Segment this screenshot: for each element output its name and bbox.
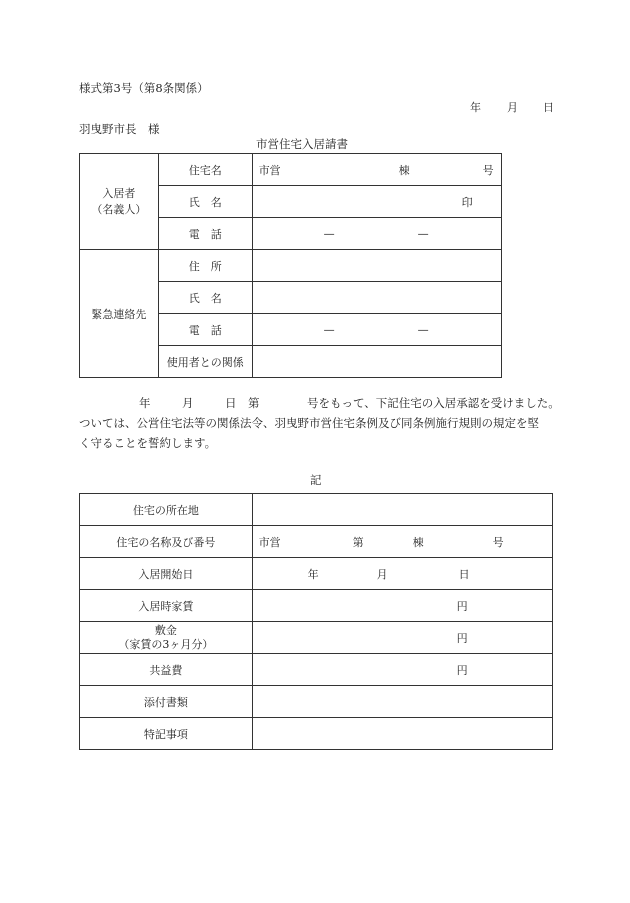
common-fee-field[interactable] [252, 654, 552, 686]
phone-dash: — [417, 227, 429, 240]
phone-dash: — [323, 227, 335, 240]
emergency-name-label: 氏 名 [158, 282, 252, 314]
relation-label: 使用者との関係 [158, 346, 252, 378]
para-line1-rest: 号をもって、下記住宅の入居承認を受けました。 [307, 396, 560, 410]
rent-label: 入居時家賃 [80, 590, 253, 622]
addressee: 羽曳野市長 様 [79, 122, 160, 136]
form-number: 様式第3号（第8条関係） [79, 81, 209, 95]
para-year: 年 [139, 396, 151, 410]
name-number-label: 住宅の名称及び番号 [80, 526, 253, 558]
deposit-unit: 円 [456, 631, 468, 645]
housing-label: 住宅名 [158, 154, 252, 186]
resident-group-label: 入居者 （名義人） [80, 154, 159, 250]
name-building: 棟 [412, 535, 424, 549]
name-number: 号 [492, 535, 504, 549]
details-table [79, 493, 553, 750]
attachments-field[interactable] [252, 686, 552, 718]
name-prefix: 市営 [258, 535, 281, 549]
attachments-label: 添付書類 [80, 686, 253, 718]
emergency-address-field[interactable] [252, 250, 501, 282]
relation-field[interactable] [252, 346, 501, 378]
para-line3: く守ることを誓約します。 [79, 436, 217, 450]
special-notes-label: 特記事項 [80, 718, 253, 750]
emergency-group-label: 緊急連絡先 [80, 250, 159, 378]
deposit-field[interactable] [252, 622, 552, 654]
housing-number: 号 [482, 163, 494, 177]
housing-field[interactable] [252, 154, 501, 186]
date-year: 年 [470, 101, 481, 114]
start-date-field[interactable] [252, 558, 552, 590]
start-day: 日 [458, 567, 470, 581]
resident-name-label: 氏 名 [158, 186, 252, 218]
pledge-paragraph [79, 393, 560, 453]
phone-dash: — [323, 323, 335, 336]
location-label: 住宅の所在地 [80, 494, 253, 526]
page-title: 市営住宅入居請書 [256, 137, 348, 151]
date-month: 月 [507, 101, 518, 114]
emergency-name-field[interactable] [252, 282, 501, 314]
start-date-label: 入居開始日 [80, 558, 253, 590]
rent-unit: 円 [456, 599, 468, 613]
emergency-phone-field[interactable] [252, 314, 501, 346]
phone-dash: — [417, 323, 429, 336]
para-month: 月 [182, 396, 194, 410]
housing-prefix: 市営 [258, 163, 281, 177]
housing-building: 棟 [398, 163, 410, 177]
name-dai: 第 [352, 535, 364, 549]
start-year: 年 [307, 567, 319, 581]
start-month: 月 [376, 567, 388, 581]
emergency-address-label: 住 所 [158, 250, 252, 282]
resident-phone-field[interactable] [252, 218, 501, 250]
location-field[interactable] [252, 494, 552, 526]
common-fee-label: 共益費 [80, 654, 253, 686]
resident-name-field[interactable] [252, 186, 501, 218]
emergency-phone-label: 電 話 [158, 314, 252, 346]
special-notes-field[interactable] [252, 718, 552, 750]
resident-phone-label: 電 話 [158, 218, 252, 250]
rent-field[interactable] [252, 590, 552, 622]
date-day: 日 [543, 101, 554, 114]
seal-mark: 印 [461, 195, 473, 209]
para-line2: ついては、公営住宅法等の関係法令、羽曳野市営住宅条例及び同条例施行規則の規定を堅 [79, 416, 539, 430]
name-number-field[interactable] [252, 526, 552, 558]
para-day-no: 日 第 [225, 396, 260, 410]
common-fee-unit: 円 [456, 663, 468, 677]
deposit-label: 敷金 （家賃の3ヶ月分） [80, 622, 253, 654]
ki-heading: 記 [310, 473, 322, 487]
applicant-table [79, 153, 502, 378]
